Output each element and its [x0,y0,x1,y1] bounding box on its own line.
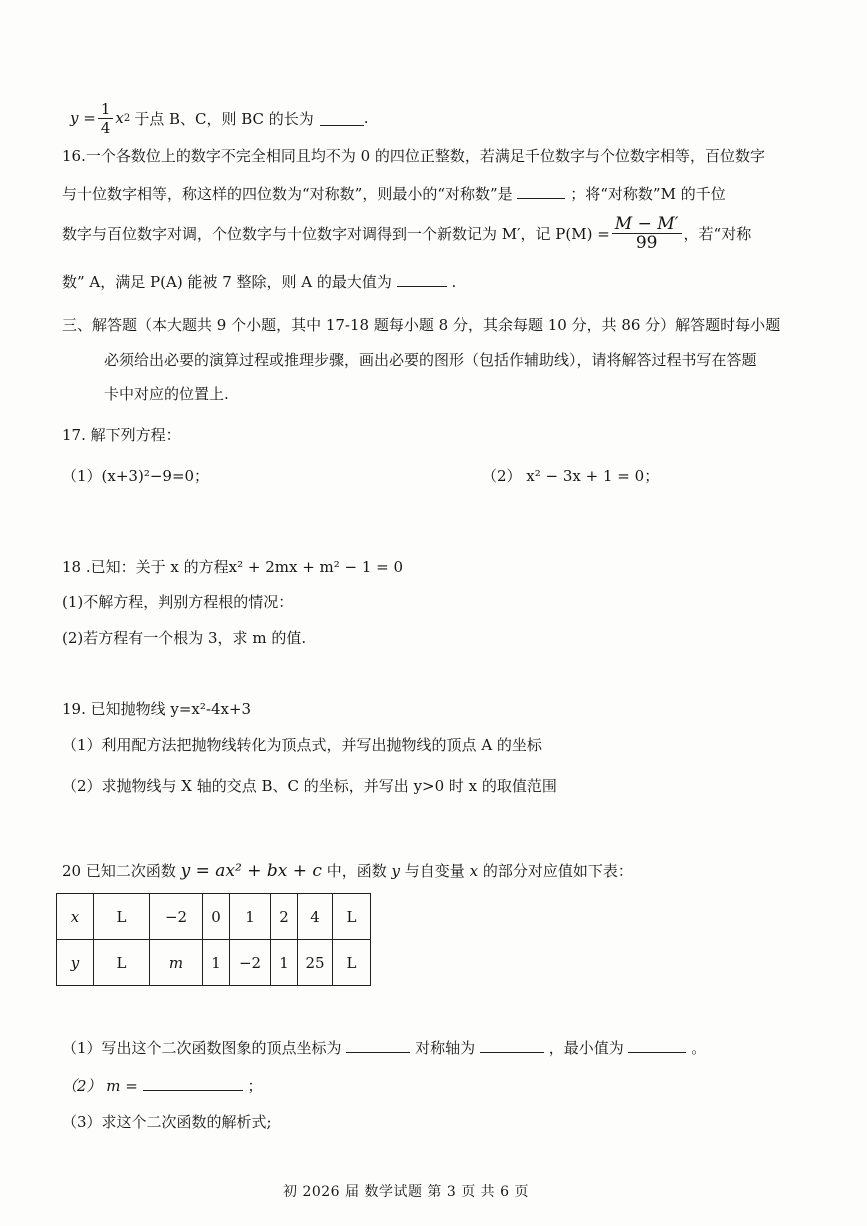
q20-part2-end: ； [247,1077,263,1095]
q17-part2: （2） x² − 3x + 1 = 0； [482,467,660,485]
table-cell: −2 [150,894,203,940]
q20-part1 [62,1037,706,1058]
q16-line3 [62,210,751,256]
q16-line4-a: 数” A，满足 P(A) 能被 7 整除，则 A 的最大值为 [62,273,392,291]
table-cell: 1 [203,940,230,986]
q16-line3-a: 数字与百位数字对调，个位数字与十位数字对调得到一个新数记为 M′，记 P(M) = [62,224,610,243]
q20-part2 [62,1075,262,1096]
q16-line3-b: ，若“对称 [683,224,752,243]
q18-title: 18 .已知：关于 x 的方程x² + 2mx + m² − 1 = 0 [62,558,404,576]
q20-vertex-blank[interactable] [346,1037,410,1053]
section3-line3: 卡中对应的位置上. [104,385,229,403]
q20-part1-b: 对称轴为 [415,1039,476,1057]
table-cell: x [57,894,94,940]
q20-var-x: x [469,862,479,880]
q20-part1-c: ，最小值为 [548,1039,624,1057]
q15-end: . [363,109,369,127]
q16-frac-den: 99 [635,232,658,253]
q16-blank-2[interactable] [397,271,447,287]
table-cell: L [94,894,150,940]
table-cell: −2 [230,940,271,986]
table-row [57,894,371,940]
q16-line4 [62,271,456,292]
table-cell: 4 [298,894,333,940]
q15-eq-var: x [115,109,124,127]
q20-part3: （3）求这个二次函数的解析式; [62,1113,272,1131]
table-cell: 25 [298,940,333,986]
table-row [57,940,371,986]
q18-part1: (1)不解方程，判别方程根的情况： [62,593,294,611]
q19-title: 19. 已知抛物线 y=x²-4x+3 [62,700,252,718]
q19-part2: （2）求抛物线与 X 轴的交点 B、C 的坐标，并写出 y>0 时 x 的取值范围 [62,777,557,795]
q16-line4-end: . [451,273,457,291]
q16-line2-b: ；将“对称数”M 的千位 [570,185,726,203]
section3-line2: 必须给出必要的演算过程或推理步骤，画出必要的图形（包括作辅助线），请将解答过程书写在答题 [104,351,757,369]
q15-frac-num: 1 [98,100,114,119]
q15-eq-prefix: y = [70,109,96,127]
q20-formula: y = ax² + bx + c [180,861,322,881]
table-cell: 1 [230,894,271,940]
q20-title-b: 中，函数 [326,862,387,880]
q16-frac-num: M − M′ [612,215,682,234]
table-cell: 2 [271,894,298,940]
q20-axis-blank[interactable] [480,1037,544,1053]
table-cell: 0 [203,894,230,940]
q18-part2: (2)若方程有一个根为 3，求 m 的值. [62,629,307,647]
q16-blank-1[interactable] [517,183,565,199]
q20-value-table [56,893,371,986]
table-cell: L [94,940,150,986]
q20-min-blank[interactable] [628,1037,686,1053]
q17-part1: （1）(x+3)²−9=0； [62,467,210,485]
table-cell: 1 [271,940,298,986]
table-cell: L [333,940,371,986]
q19-part1: （1）利用配方法把抛物线转化为顶点式，并写出抛物线的顶点 A 的坐标 [62,736,542,754]
q20-title-d: 的部分对应值如下表： [482,862,633,880]
q20-title-a: 20 已知二次函数 [62,862,176,880]
section3-line1: 三、解答题（本大题共 9 个小题，其中 17-18 题每小题 8 分，其余每题 10 分，共 86 分）解答题时每小题 [62,316,781,334]
q15-frac-den: 4 [100,118,111,137]
q15-text: 于点 B、C，则 BC 的长为 [134,109,314,128]
q16-line1: 16.一个各数位上的数字不完全相同且均不为 0 的四位正整数，若满足千位数字与个位数字相等，百位数字 [62,147,765,165]
q15-fraction [98,100,114,137]
q15-eq-exp: 2 [123,112,131,124]
q20-part2-label: （2） m = [62,1077,138,1095]
q16-fraction [612,215,682,252]
q20-part1-end: 。 [691,1039,707,1057]
q16-line2-a: 与十位数字相等，称这样的四位数为“对称数”，则最小的“对称数”是 [62,185,513,203]
q20-title [62,860,633,881]
q20-m-blank[interactable] [143,1075,243,1091]
q16-line2 [62,183,726,204]
table-cell: y [57,940,94,986]
q15-tail-line [70,98,369,138]
page-footer: 初 2026 届 数学试题 第 3 页 共 6 页 [283,1184,529,1200]
q20-part1-a: （1）写出这个二次函数图象的顶点坐标为 [62,1039,342,1057]
q20-var-y: y [391,862,400,880]
q15-answer-blank[interactable] [320,110,364,126]
q17-title: 17. 解下列方程： [62,426,181,444]
table-cell: m [150,940,203,986]
table-cell: L [333,894,371,940]
q20-title-c: 与自变量 [404,862,465,880]
